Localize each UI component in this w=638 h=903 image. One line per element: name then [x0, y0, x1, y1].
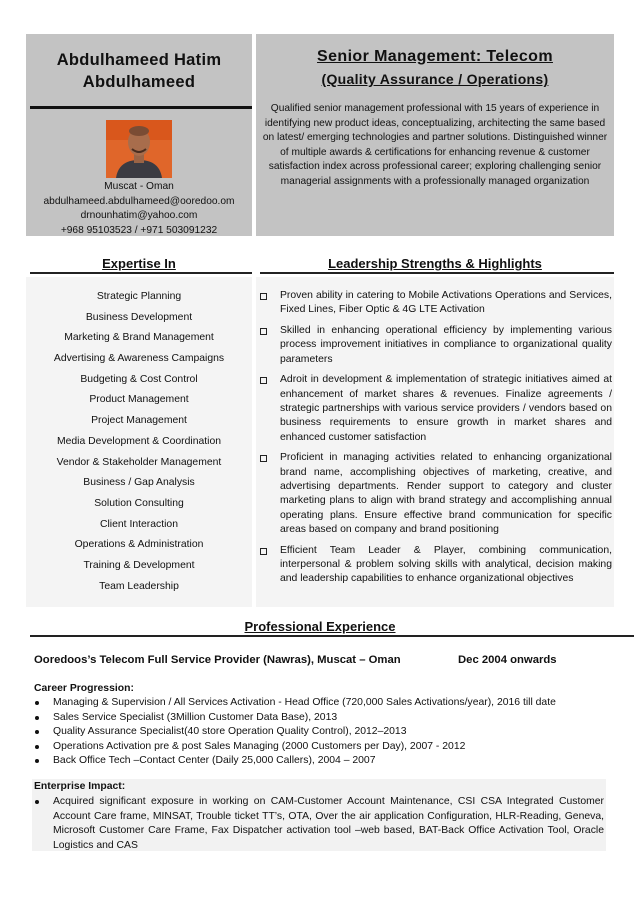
enterprise-impact-heading: Enterprise Impact: [34, 781, 126, 792]
expertise-item: Project Management [91, 415, 187, 427]
profile-panel [26, 34, 252, 236]
employment-date: Dec 2004 onwards [458, 654, 557, 666]
expertise-item: Business Development [85, 311, 193, 323]
expertise-item: Marketing & Brand Management [64, 332, 214, 344]
career-item-text: Sales Service Specialist (3Million Customer Data Base), 2013 [53, 711, 338, 723]
expertise-item: Operations & Administration [74, 539, 204, 551]
expertise-item: Vendor & Stakeholder Management [56, 456, 222, 468]
impact-item-text: Acquired significant exposure in working on CAM-Customer Account Maintenance, CSI CSA Integrated Customer Account Care frame, MINSAT, Trouble ticket TT’s, OTA, Over the air application Configuration, HLR-Reading, Geneva, Microsoft Customer Care Frame, Fax Dispatcher activation tool –web based, BAT-Back Office Activation Tool, Oracle Logistics and CAS [53, 796, 604, 851]
career-item-text: Operations Activation pre & post Sales Managing (2000 Customers per Day), 2007 - 2012 [53, 740, 466, 752]
career-item-text: Back Office Tech –Contact Center (Daily 25,000 Callers), 2004 – 2007 [53, 755, 376, 766]
experience-heading: Professional Experience [244, 619, 396, 634]
list-item [34, 795, 604, 853]
square-bullet-icon [260, 328, 267, 335]
email-secondary-link[interactable]: drnounhatim@yahoo.com [80, 210, 198, 221]
bullet-icon [35, 716, 39, 720]
highlight-text: Skilled in enhancing operational efficiency by implementing various process improvement initiatives in compliance to organizational quality parameters [280, 325, 612, 365]
phone-text: +968 95103523 / +971 503091232 [60, 224, 218, 236]
expertise-item: Strategic Planning [96, 291, 182, 302]
highlights-section [256, 277, 614, 607]
expertise-item: Media Development & Coordination [56, 435, 222, 447]
company-name: Ooredoos’s Telecom Full Service Provider (Nawras), Muscat – Oman [34, 654, 401, 666]
expertise-item: Training & Development [83, 559, 195, 571]
highlight-text: Proven ability in catering to Mobile Activations Operations and Services, Fixed Lines, Fiber Optic & 4G LTE Activation [280, 290, 612, 316]
highlight-item [256, 451, 612, 537]
expertise-item: Budgeting & Cost Control [80, 373, 198, 385]
enterprise-impact-list [34, 795, 604, 853]
highlight-item [256, 544, 612, 587]
highlight-text: Adroit in development & implementation of strategic initiatives aimed at enhancement of market shares & revenues. Finalize agreements / strategic partnerships with various service providers / vendors based on business requirements to ensure growth in market shares and enhanced customer satisfaction [280, 374, 612, 443]
location-text: Muscat - Oman [104, 181, 174, 192]
list-item [34, 725, 606, 740]
square-bullet-icon [260, 377, 267, 384]
expertise-item: Team Leadership [99, 580, 179, 592]
highlight-text: Proficient in managing activities related to enhancing organizational brand name, accomplishing objectives of marketing, creative, and advertising departments. Render support to category and cluster marketing plans to align with brand strategy and accomplishing annual operating plans. Ensure effective brand communication for specific areas based on company and brand positioning [280, 452, 612, 535]
highlight-item [256, 324, 612, 367]
profile-summary: Qualified senior management professional with 15 years of experience in identifying new product ideas, conceptualizing, architecting the same based on latest/ emerging technologies and partner solutions. Distinguished winner of multiple awards & certifications for enhancing revenue & customer satisfaction index across professional career; exploring challenging senior managerial assignments with a professionally managed organization [262, 103, 608, 187]
bullet-icon [35, 759, 39, 763]
job-title: Senior Management: Telecom [317, 48, 553, 65]
square-bullet-icon [260, 455, 267, 462]
highlights-list [256, 289, 612, 593]
highlight-item [256, 373, 612, 444]
bullet-icon [35, 745, 39, 749]
bullet-icon [35, 701, 39, 705]
career-progression-heading: Career Progression: [34, 683, 134, 694]
expertise-item: Solution Consulting [94, 497, 184, 509]
list-item [34, 711, 606, 726]
list-item [34, 740, 606, 755]
expertise-item: Product Management [89, 394, 189, 406]
career-item-text: Managing & Supervision / All Services Activation - Head Office (720,000 Sales Activations/year), 2016 till date [53, 697, 556, 708]
profile-photo [106, 120, 172, 178]
highlights-rule [260, 272, 614, 274]
career-item-text: Quality Assurance Specialist(40 store Operation Quality Control), 2012–2013 [53, 726, 407, 737]
name-divider [30, 106, 252, 109]
expertise-heading: Expertise In [102, 256, 176, 271]
expertise-rule [30, 272, 252, 274]
square-bullet-icon [260, 548, 267, 555]
highlights-heading: Leadership Strengths & Highlights [328, 256, 542, 271]
highlight-text: Efficient Team Leader & Player, combining communication, interpersonal & problem solving skills with analytical, decision making and leadership capabilities to enhance organizational objectives [280, 544, 612, 585]
expertise-item: Advertising & Awareness Campaigns [53, 353, 225, 365]
bullet-icon [35, 800, 39, 804]
square-bullet-icon [260, 293, 267, 300]
list-item [34, 696, 606, 711]
career-progression-list [34, 696, 606, 769]
experience-rule [30, 635, 634, 637]
candidate-name: Abdulhameed Hatim Abdulhameed [56, 51, 222, 91]
list-item [34, 754, 606, 769]
contact-info [26, 180, 252, 238]
bullet-icon [35, 730, 39, 734]
expertise-item: Business / Gap Analysis [83, 477, 195, 489]
summary-panel [256, 34, 614, 236]
expertise-item: Client Interaction [100, 518, 178, 530]
expertise-section [26, 277, 252, 607]
highlight-item [256, 289, 612, 318]
expertise-list [26, 287, 252, 597]
job-subtitle: (Quality Assurance / Operations) [321, 71, 549, 87]
email-primary-link[interactable]: abdulhameed.abdulhameed@ooredoo.om [43, 195, 235, 207]
